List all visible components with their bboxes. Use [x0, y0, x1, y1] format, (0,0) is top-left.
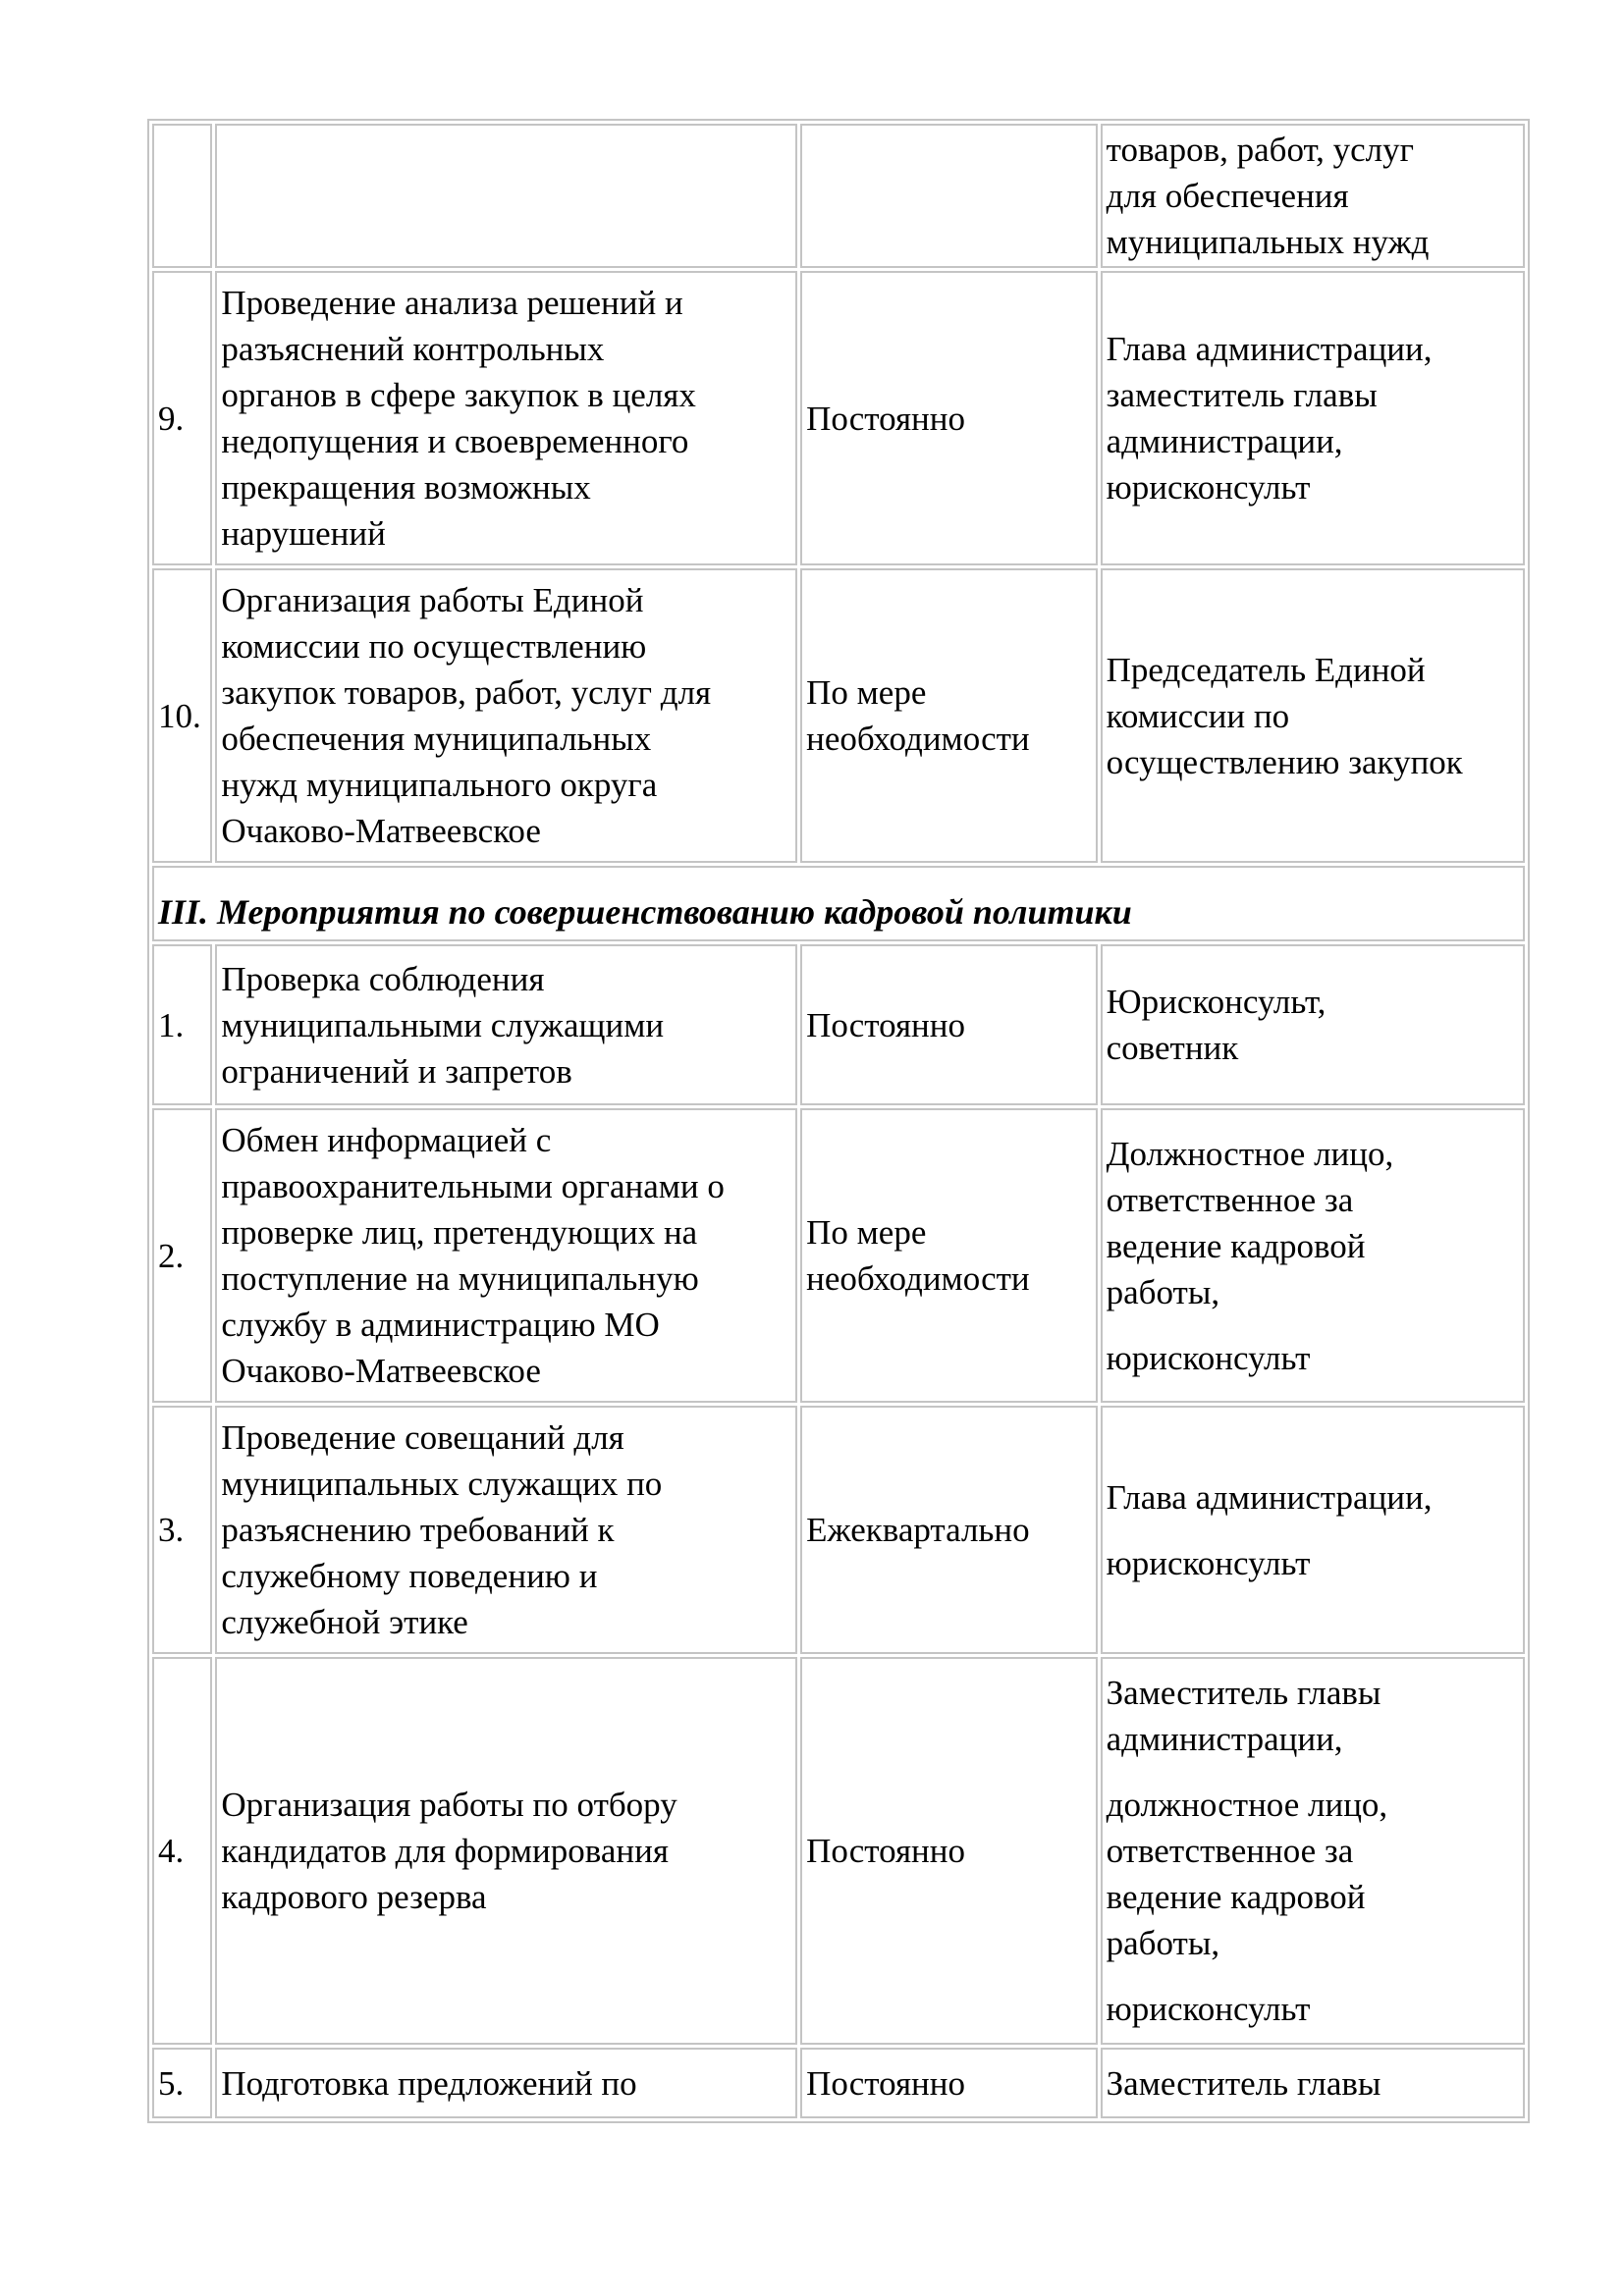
action-text-line: разъяснению требований к [221, 1511, 615, 1549]
responsible-text [1107, 1335, 1519, 1381]
action-text-line: служебной этике [221, 1603, 468, 1641]
responsible-text-line: Юрисконсульт, [1106, 983, 1326, 1021]
action-text-line: Организация работы по отбору [221, 1786, 677, 1824]
action-text [221, 2060, 791, 2107]
action-text-line: недопущения и своевременного [221, 422, 689, 460]
term-cell [800, 568, 1098, 863]
action-text-line: служебному поведению и [221, 1557, 598, 1595]
table-row [152, 1406, 1525, 1654]
term-text-line: По мере [806, 1213, 927, 1252]
responsible-text-line: Глава администрации, [1106, 1477, 1433, 1517]
action-text-line: комиссии по осуществлению [221, 627, 647, 666]
responsible-text-line: Заместитель главы [1106, 1674, 1381, 1712]
responsible-text-line: администрации, [1106, 1720, 1343, 1758]
responsible-text-line: работы, [1106, 1924, 1220, 1962]
term-cell [800, 124, 1098, 268]
responsible-text [1107, 2060, 1519, 2107]
responsible-line: муниципальных нужд [1106, 223, 1430, 261]
responsible-text-line: администрации, [1106, 422, 1343, 460]
responsible-line: товаров, работ, услуг [1106, 131, 1414, 169]
action-text-line: Проверка соблюдения [221, 959, 545, 998]
table-row [152, 568, 1525, 863]
responsible-text-line: юрисконсульт [1106, 1543, 1311, 1582]
responsible-text [1107, 979, 1519, 1071]
action-text [221, 1117, 791, 1394]
row-number-cell: 5. [152, 2048, 212, 2118]
action-text-line: нарушений [221, 514, 386, 553]
term-text [806, 1507, 1092, 1553]
term-text-line: необходимости [806, 1259, 1030, 1298]
responsible-cell [1101, 1657, 1525, 2045]
action-text-line: проверке лиц, претендующих на [221, 1213, 698, 1252]
action-text-line: Проведение совещаний для [221, 1418, 624, 1457]
action-text-line: поступление на муниципальную [221, 1259, 699, 1298]
row-number-cell: 1. [152, 944, 212, 1105]
responsible-text-line: должностное лицо, [1106, 1786, 1388, 1824]
term-text-line: необходимости [806, 720, 1030, 758]
table-row [152, 1657, 1525, 2045]
action-text-line: Обмен информацией с [221, 1121, 552, 1159]
action-cell [215, 2048, 797, 2118]
action-text-line: муниципальных служащих по [221, 1465, 663, 1503]
action-text-line: прекращения возможных [221, 468, 591, 507]
row-number-cell: 4. [152, 1657, 212, 2045]
responsible-text [1107, 1474, 1519, 1521]
responsible-cell [1101, 944, 1525, 1105]
responsible-text-line: Председатель Единой [1106, 650, 1426, 689]
term-text [806, 669, 1092, 762]
measures-table-body [152, 124, 1525, 2118]
section-header-row [152, 866, 1525, 941]
responsible-text-line: юрисконсульт [1106, 468, 1311, 507]
responsible-line: для обеспечения [1106, 177, 1349, 215]
term-text-line: По мере [806, 673, 927, 712]
action-text-line: Очаково-Матвеевское [221, 1352, 541, 1390]
action-text-line: кадрового резерва [221, 1878, 487, 1916]
responsible-text [1107, 1540, 1519, 1586]
action-cell [215, 568, 797, 863]
responsible-text-line: юрисконсульт [1106, 1338, 1311, 1377]
action-text [221, 280, 791, 557]
responsible-text-line: осуществлению закупок [1106, 742, 1463, 781]
section-title: III. Мероприятия по совершенствованию кадровой политики [152, 866, 1525, 941]
action-text-line: нужд муниципального округа [221, 766, 658, 804]
row-number-cell: 2. [152, 1108, 212, 1403]
action-cell [215, 1657, 797, 2045]
action-text-line: службу в администрацию МО [221, 1306, 660, 1344]
term-text [806, 1209, 1092, 1302]
action-text-line: ограничений и запретов [221, 1051, 572, 1091]
action-cell [215, 1108, 797, 1403]
action-text-line: кандидатов для формирования [221, 1832, 669, 1870]
action-text-line: обеспечения муниципальных [221, 720, 652, 758]
responsible-cell [1101, 271, 1525, 565]
responsible-text-line: Заместитель главы [1106, 2063, 1381, 2103]
responsible-text [1107, 1131, 1519, 1315]
action-text-line: разъяснений контрольных [221, 330, 605, 368]
action-cell [215, 944, 797, 1105]
action-cell [215, 1406, 797, 1654]
action-cell [215, 271, 797, 565]
responsible-text [1107, 1670, 1519, 1762]
term-cell [800, 1657, 1098, 2045]
action-text-line: Проведение анализа решений и [221, 284, 683, 322]
term-text [806, 1002, 1092, 1048]
row-number-cell: 10. [152, 568, 212, 863]
action-text [221, 956, 791, 1095]
action-text-line: муниципальными служащими [221, 1005, 665, 1044]
responsible-text-line: заместитель главы [1106, 376, 1378, 414]
term-text-line: Постоянно [806, 399, 966, 438]
responsible-cell [1101, 1406, 1525, 1654]
responsible-cell [1101, 2048, 1525, 2118]
responsible-cell [1101, 124, 1525, 268]
table-row [152, 944, 1525, 1105]
term-text-line: Постоянно [806, 1005, 966, 1044]
responsible-cell [1101, 568, 1525, 863]
action-text-line: Очаково-Матвеевское [221, 812, 541, 850]
responsible-text-line: Должностное лицо, [1106, 1134, 1394, 1173]
term-text-line: Ежеквартально [806, 1511, 1030, 1549]
row-number-cell [152, 124, 212, 268]
responsible-text-line: советник [1106, 1029, 1239, 1067]
term-text [806, 1828, 1092, 1874]
responsible-text-line: юрисконсульт [1106, 1990, 1311, 2028]
term-text [806, 396, 1092, 442]
responsible-text-line: ведение кадровой [1106, 1226, 1366, 1265]
responsible-text-line: Глава администрации, [1106, 330, 1433, 368]
responsible-text [1107, 326, 1519, 510]
term-cell [800, 271, 1098, 565]
responsible-text [1107, 647, 1519, 785]
action-text [221, 1782, 791, 1920]
action-text-line: Подготовка предложений по [221, 2063, 637, 2103]
responsible-text [1107, 1782, 1519, 1966]
measures-table [147, 119, 1530, 2123]
term-cell [800, 1108, 1098, 1403]
action-text [221, 1415, 791, 1645]
term-text-line: Постоянно [806, 2063, 966, 2103]
term-cell [800, 944, 1098, 1105]
table-row [152, 1108, 1525, 1403]
action-text-line: Организация работы Единой [221, 581, 644, 619]
responsible-cell [1101, 1108, 1525, 1403]
table-row [152, 271, 1525, 565]
action-cell [215, 124, 797, 268]
action-text [221, 577, 791, 854]
responsible-text-line: ответственное за [1106, 1180, 1354, 1219]
responsible-text [1107, 1986, 1519, 2032]
table-row-continuation [152, 124, 1525, 268]
action-text-line: закупок товаров, работ, услуг для [221, 673, 712, 712]
responsible-text [1107, 127, 1519, 265]
responsible-text-line: комиссии по [1106, 696, 1290, 735]
term-cell [800, 2048, 1098, 2118]
term-text [806, 2060, 1092, 2107]
action-text-line: органов в сфере закупок в целях [221, 376, 696, 414]
responsible-text-line: работы, [1106, 1272, 1220, 1311]
table-row [152, 2048, 1525, 2118]
responsible-text-line: ведение кадровой [1106, 1878, 1366, 1916]
term-text-line: Постоянно [806, 1832, 966, 1870]
row-number-cell: 9. [152, 271, 212, 565]
term-cell [800, 1406, 1098, 1654]
action-text-line: правоохранительными органами о [221, 1167, 725, 1205]
responsible-text-line: ответственное за [1106, 1832, 1354, 1870]
row-number-cell: 3. [152, 1406, 212, 1654]
